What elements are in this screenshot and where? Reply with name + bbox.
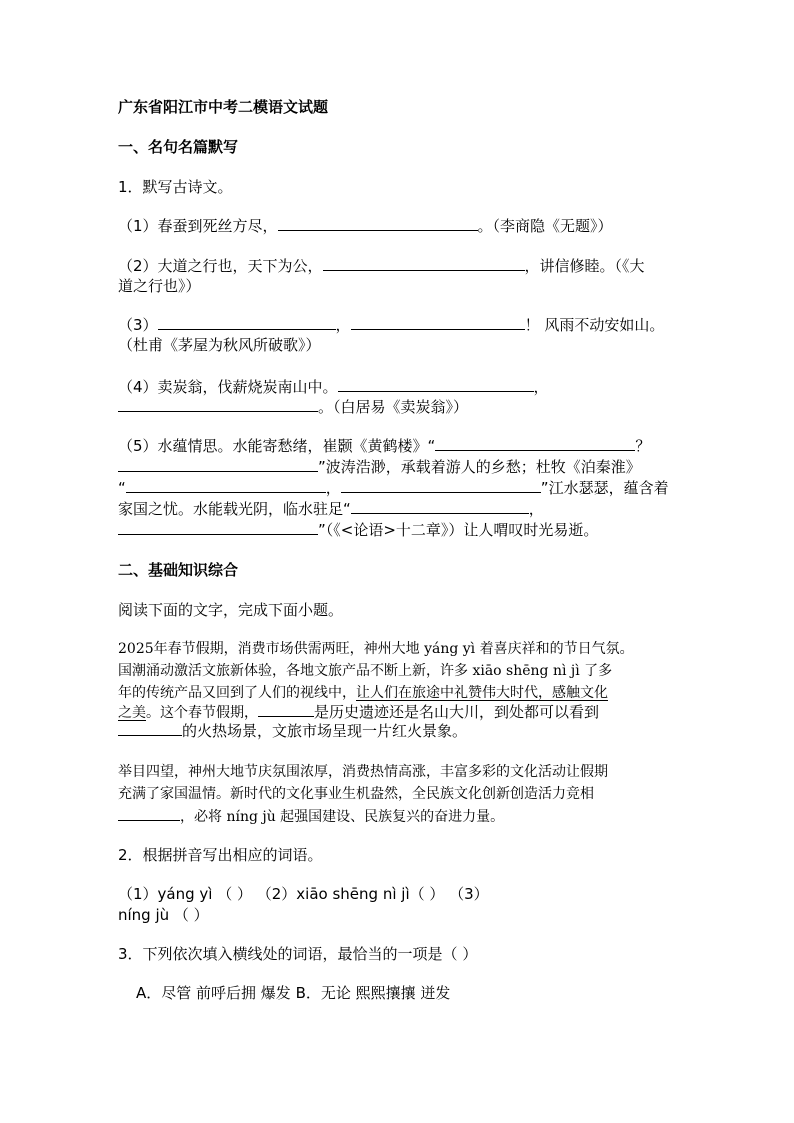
q1-item-4-cont: 。（白居易《卖炭翁》） (118, 397, 468, 417)
blank-field[interactable] (118, 457, 318, 472)
question-2-answers-line-2: níng jù （ ） (118, 906, 209, 924)
blank-field[interactable] (323, 256, 525, 271)
blank-field[interactable] (118, 721, 182, 736)
section-heading-1: 一、名句名篇默写 (118, 138, 239, 156)
q1-item-5-line2: ”波涛浩渺，承载着游人的乡愁；杜牧《泊秦淮》 (118, 457, 641, 477)
page-title: 广东省阳江市中考二模语文试题 (118, 98, 329, 116)
q1-item-5: （5）水蕴情思。水能寄愁绪，崔颢《黄鹤楼》“ ？ (118, 437, 651, 455)
blank-field[interactable] (158, 315, 336, 330)
blank-field[interactable] (118, 520, 318, 535)
blank-field[interactable] (351, 499, 529, 514)
blank-field[interactable] (258, 702, 314, 717)
q1-item-3: （3） ， ！ 风雨不动安如山。 (118, 316, 665, 334)
q1-item-5-line3: “ ， ”江水瑟瑟，蕴含着 (118, 479, 669, 497)
reading-intro: 阅读下面的文字，完成下面小题。 (118, 601, 344, 619)
q1-item-2-cont: 道之行也》） (118, 277, 201, 295)
passage-1-line-3: 年的传统产品又回到了人们的视线中，让人们在旅途中礼赞伟大时代，感触文化 (118, 685, 608, 701)
question-3: 3．下列依次填入横线处的词语，最恰当的一项是（ ） (118, 945, 478, 963)
q1-item-1: （1）春蚕到死丝方尽， 。（李商隐《无题》） (118, 217, 613, 235)
blank-field[interactable] (338, 377, 534, 392)
q1-item-3-cont: （杜甫《茅屋为秋风所破歌》） (118, 336, 321, 354)
q1-item-5-line4: 家国之忧。水能载光阴，临水驻足“ ， (118, 500, 544, 518)
passage-1-line-2: 国潮涌动激活文旅新体验，各地文旅产品不断上新，许多 xiāo shēng nì jì 了多 (118, 663, 613, 679)
blank-field[interactable] (278, 216, 478, 231)
blank-field[interactable] (341, 478, 541, 493)
underlined-sentence: 让人们在旅途中礼赞伟大时代，感触文化 (356, 685, 608, 701)
blank-field[interactable] (118, 397, 318, 412)
question-2: 2．根据拼音写出相应的词语。 (118, 846, 323, 864)
question-3-options: A．尽管 前呼后拥 爆发 B．无论 熙熙攘攘 迸发 (136, 984, 451, 1002)
passage-2-line-1: 举目四望，神州大地节庆氛围浓厚，消费热情高涨，丰富多彩的文化活动让假期 (118, 764, 608, 780)
passage-1-line-5: 的火热场景，文旅市场呈现一片红火景象。 (118, 721, 467, 741)
section-heading-2: 二、基础知识综合 (118, 561, 239, 579)
blank-field[interactable] (118, 806, 180, 821)
q1-item-4: （4）卖炭翁，伐薪烧炭南山中。 ， (118, 378, 549, 396)
q1-item-2: （2）大道之行也，天下为公， ，讲信修睦。（《大 (118, 257, 645, 275)
underlined-sentence-end: 之美 (118, 705, 146, 721)
blank-field[interactable] (351, 315, 525, 330)
question-1: 1．默写古诗文。 (118, 178, 233, 196)
passage-1-line-4: 之美。这个春节假期， 是历史遗迹还是名山大川，到处都可以看到 (118, 703, 600, 721)
q1-item-5-line5: ”（《<论语>十二章》）让人喟叹时光易逝。 (118, 520, 598, 540)
passage-2-line-3: ，必将 níng jù 起强国建设、民族复兴的奋进力量。 (118, 806, 504, 827)
blank-field[interactable] (435, 436, 635, 451)
passage-1-line-1: 2025年春节假期，消费市场供需两旺，神州大地 yáng yì 着喜庆祥和的节日气氛。 (118, 641, 634, 657)
blank-field[interactable] (126, 478, 326, 493)
question-2-answers-line-1: （1）yáng yì （ ） （2）xiāo shēng nì jì（ ） （3） (118, 885, 489, 903)
passage-2-line-2: 充满了家国温情。新时代的文化事业生机盎然，全民族文化创新创造活力竞相 (118, 786, 594, 802)
